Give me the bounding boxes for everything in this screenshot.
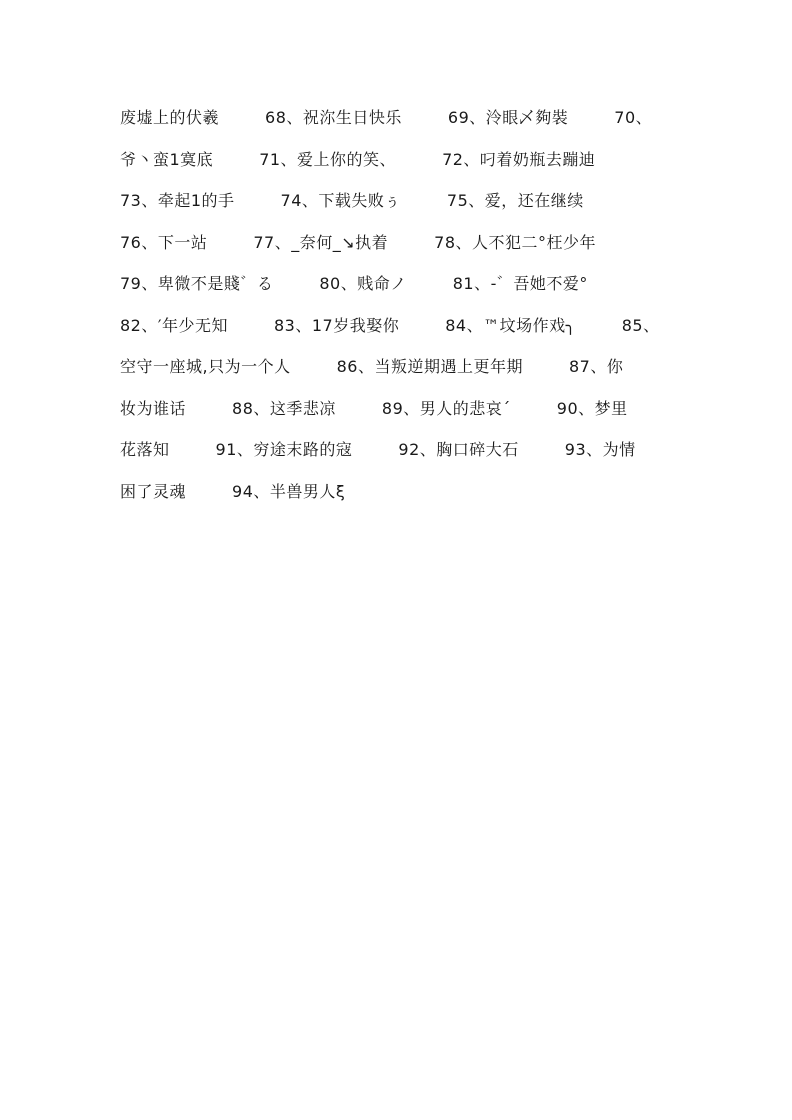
text-segment: 75、爱，还在继续 — [446, 191, 584, 210]
text-line-10 — [120, 471, 680, 513]
text-segment: 爷丶蛮1寞底 — [120, 149, 214, 169]
text-segment: 83、17岁我娶你 — [274, 315, 400, 335]
text-segment: 89、男人的悲哀ˊ — [381, 398, 511, 418]
nickname-list — [120, 97, 680, 512]
text-segment: 妆为谁话 — [120, 398, 187, 418]
text-segment: 花落知 — [120, 440, 170, 459]
text-segment: 91、穷途末路的寇 — [215, 440, 353, 459]
text-segment: 86、当叛逆期遇上更年期 — [336, 357, 523, 376]
text-segment: 82、′年少无知 — [120, 315, 228, 335]
text-segment: 72、叼着奶瓶去蹦迪 — [442, 149, 596, 169]
text-segment: 74、下载失败ぅ — [280, 191, 401, 210]
text-segment: 空守一座城,只为一个人 — [120, 357, 291, 376]
text-line-1 — [120, 97, 680, 139]
text-line-9 — [120, 429, 680, 471]
text-line-8 — [120, 388, 680, 430]
text-segment: 92、胸口碎大石 — [398, 440, 519, 459]
text-segment: 76、下一站 — [120, 232, 208, 252]
text-segment: 70、 — [614, 108, 653, 127]
text-segment: 废墟上的伏羲 — [120, 108, 220, 127]
text-segment: 79、卑微不是賤゛る — [120, 274, 274, 293]
text-segment: 78、人不犯二°枉少年 — [434, 232, 597, 252]
text-segment: 81、-゛吾她不爱° — [452, 274, 588, 293]
text-segment: 90、梦里 — [556, 398, 628, 418]
text-segment: 73、牵起1的手 — [120, 191, 235, 210]
text-line-3 — [120, 180, 680, 222]
text-segment: 71、爱上你的笑、 — [259, 149, 397, 169]
text-segment: 68、祝沵生日快乐 — [265, 108, 402, 127]
text-segment: 69、泠眼乄夠裝 — [447, 108, 569, 127]
text-line-6 — [120, 305, 680, 347]
text-line-2 — [120, 139, 680, 181]
text-segment: 84、™坟场作戏╮ — [445, 315, 576, 335]
text-segment: 80、贱命ノ — [319, 274, 407, 293]
text-segment: 困了灵魂 — [120, 481, 187, 501]
text-segment: 85、 — [621, 315, 660, 335]
text-segment: 93、为情 — [564, 440, 636, 459]
text-segment: 87、你 — [568, 357, 624, 376]
text-line-4 — [120, 222, 680, 264]
text-line-7 — [120, 346, 680, 388]
text-segment: 77、_奈何_↘执着 — [253, 232, 389, 252]
text-segment: 94、半兽男人ξ — [232, 481, 346, 501]
text-segment: 88、这季悲凉 — [232, 398, 336, 418]
text-line-5 — [120, 263, 680, 305]
